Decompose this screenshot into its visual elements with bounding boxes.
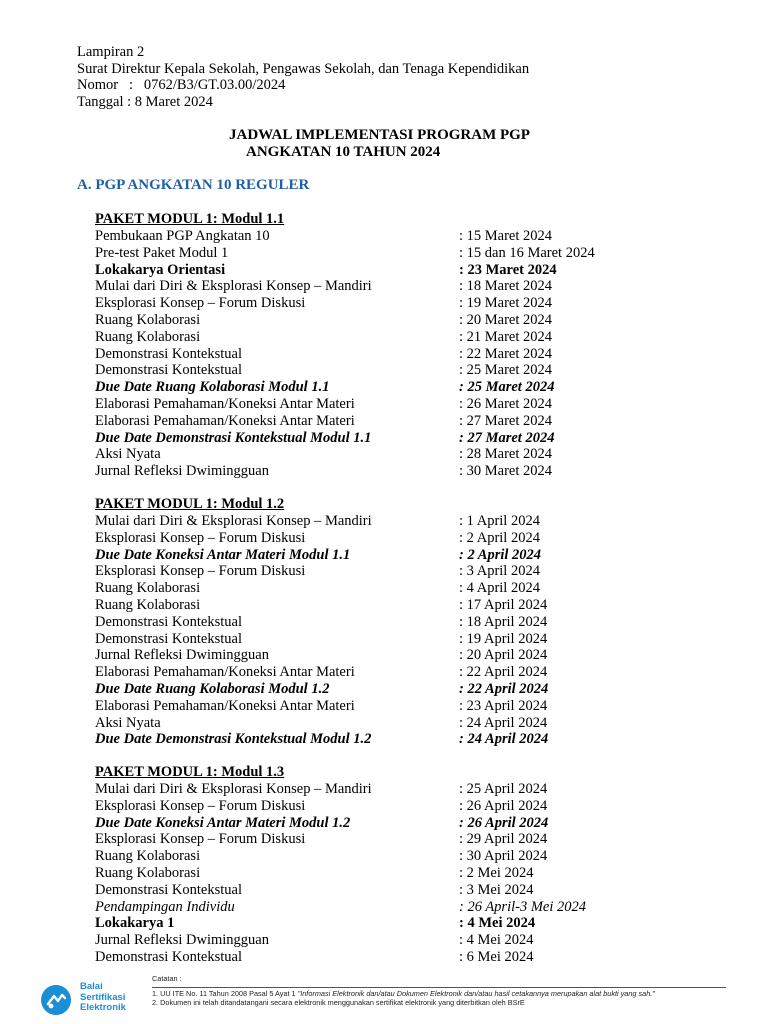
activity-date: : 23 Maret 2024 bbox=[459, 261, 557, 278]
schedule-row bbox=[95, 563, 715, 580]
logo-line-3: Elektronik bbox=[80, 1002, 126, 1013]
activity-date: : 26 Maret 2024 bbox=[459, 395, 553, 412]
schedule-row bbox=[95, 915, 715, 932]
paket-modul-1-2 bbox=[95, 496, 715, 748]
activity-name: Due Date Ruang Kolaborasi Modul 1.2 bbox=[95, 680, 330, 697]
activity-name: Elaborasi Pemahaman/Koneksi Antar Materi bbox=[95, 412, 355, 429]
catatan-label: Catatan : bbox=[152, 974, 182, 983]
schedule-rows bbox=[95, 228, 715, 480]
schedule-row bbox=[95, 597, 715, 614]
activity-date: : 3 Mei 2024 bbox=[459, 881, 534, 898]
activity-name: Aksi Nyata bbox=[95, 446, 161, 463]
activity-name: Pendampingan Individu bbox=[95, 898, 235, 915]
activity-name: Ruang Kolaborasi bbox=[95, 328, 201, 345]
activity-date: : 2 Mei 2024 bbox=[459, 864, 534, 881]
activity-name: Demonstrasi Kontekstual bbox=[95, 630, 242, 647]
schedule-row bbox=[95, 278, 715, 295]
activity-date: : 4 April 2024 bbox=[459, 580, 540, 597]
note-2: 2. Dokumen ini telah ditandatangani secara elektronik menggunakan sertifikat elektronik yang diterbitkan oleh BSrE bbox=[152, 998, 525, 1007]
schedule-row bbox=[95, 396, 715, 413]
activity-date: : 24 April 2024 bbox=[459, 714, 548, 731]
schedule-row bbox=[95, 295, 715, 312]
activity-name: Ruang Kolaborasi bbox=[95, 864, 201, 881]
activity-date: : 22 April 2024 bbox=[459, 680, 549, 697]
activity-name: Eksplorasi Konsep – Forum Diskusi bbox=[95, 295, 306, 312]
header-surat: Surat Direktur Kepala Sekolah, Pengawas Sekolah, dan Tenaga Kependidikan bbox=[77, 60, 530, 77]
footer-notes bbox=[152, 974, 655, 1007]
activity-date: : 30 Maret 2024 bbox=[459, 463, 553, 480]
activity-date: : 25 Maret 2024 bbox=[459, 379, 555, 396]
schedule-row bbox=[95, 698, 715, 715]
paket-title: PAKET MODUL 1: Modul 1.2 bbox=[95, 496, 285, 512]
schedule-row bbox=[95, 899, 715, 916]
activity-date: : 15 Maret 2024 bbox=[459, 228, 553, 244]
activity-date: : 25 April 2024 bbox=[459, 781, 548, 797]
schedule-row bbox=[95, 932, 715, 949]
header-nomor: Nomor : 0762/B3/GT.03.00/2024 bbox=[77, 77, 286, 93]
schedule-row bbox=[95, 228, 715, 245]
activity-date: : 4 Mei 2024 bbox=[459, 932, 534, 949]
activity-date: : 26 April 2024 bbox=[459, 797, 548, 814]
schedule-row bbox=[95, 681, 715, 698]
schedule-row bbox=[95, 530, 715, 547]
activity-date: : 25 Maret 2024 bbox=[459, 362, 553, 379]
activity-name: Due Date Ruang Kolaborasi Modul 1.1 bbox=[95, 379, 330, 396]
schedule-row bbox=[95, 715, 715, 732]
schedule-row bbox=[95, 647, 715, 664]
paket-modul-1-3 bbox=[95, 764, 715, 966]
activity-name: Eksplorasi Konsep – Forum Diskusi bbox=[95, 563, 306, 580]
activity-date: : 1 April 2024 bbox=[459, 513, 540, 529]
activity-date: : 29 April 2024 bbox=[459, 831, 548, 848]
title-line-1: JADWAL IMPLEMENTASI PROGRAM PGP bbox=[229, 127, 530, 143]
activity-date: : 22 April 2024 bbox=[459, 664, 548, 681]
schedule-row bbox=[95, 513, 715, 530]
activity-name: Ruang Kolaborasi bbox=[95, 596, 201, 613]
activity-name: Ruang Kolaborasi bbox=[95, 311, 201, 328]
activity-name: Lokakarya Orientasi bbox=[95, 261, 226, 278]
schedule-row bbox=[95, 463, 715, 480]
schedule-row bbox=[95, 614, 715, 631]
schedule-row bbox=[95, 362, 715, 379]
schedule-row bbox=[95, 262, 715, 279]
activity-date: : 15 dan 16 Maret 2024 bbox=[459, 244, 595, 261]
activity-name: Due Date Demonstrasi Kontekstual Modul 1.1 bbox=[95, 429, 372, 446]
activity-name: Demonstrasi Kontekstual bbox=[95, 881, 242, 898]
activity-date: : 18 April 2024 bbox=[459, 613, 548, 630]
activity-date: : 2 April 2024 bbox=[459, 529, 540, 546]
activity-name: Mulai dari Diri & Eksplorasi Konsep – Mandiri bbox=[95, 513, 372, 529]
activity-date: : 6 Mei 2024 bbox=[459, 948, 534, 965]
activity-date: : 20 April 2024 bbox=[459, 647, 548, 664]
bsre-logo bbox=[40, 980, 150, 1016]
activity-date: : 26 April 2024 bbox=[459, 814, 549, 831]
activity-date: : 19 Maret 2024 bbox=[459, 295, 553, 312]
schedule-row bbox=[95, 346, 715, 363]
activity-date: : 17 April 2024 bbox=[459, 596, 548, 613]
activity-date: : 3 April 2024 bbox=[459, 563, 540, 580]
schedule-row bbox=[95, 580, 715, 597]
schedule-row bbox=[95, 413, 715, 430]
activity-name: Demonstrasi Kontekstual bbox=[95, 613, 242, 630]
note-1-prefix: 1. UU ITE No. 11 Tahun 2008 Pasal 5 Ayat 1 bbox=[152, 989, 298, 998]
activity-date: : 23 April 2024 bbox=[459, 697, 548, 714]
paket-title: PAKET MODUL 1: Modul 1.3 bbox=[95, 764, 285, 780]
note-1-quote: "Informasi Elektronik dan/atau Dokumen Elektronik dan/atau hasil cetakannya merupakan alat bukti yang sah." bbox=[297, 989, 655, 998]
activity-name: Mulai dari Diri & Eksplorasi Konsep – Mandiri bbox=[95, 781, 372, 797]
activity-name: Pembukaan PGP Angkatan 10 bbox=[95, 228, 270, 244]
header-lampiran: Lampiran 2 bbox=[77, 44, 145, 60]
schedule-row bbox=[95, 848, 715, 865]
activity-date: : 27 Maret 2024 bbox=[459, 429, 555, 446]
activity-name: Ruang Kolaborasi bbox=[95, 848, 201, 865]
activity-date: : 28 Maret 2024 bbox=[459, 446, 553, 463]
activity-name: Aksi Nyata bbox=[95, 714, 161, 731]
bsre-logo-text bbox=[80, 982, 126, 1014]
title-line-2: ANGKATAN 10 TAHUN 2024 bbox=[246, 144, 441, 160]
schedule-row bbox=[95, 446, 715, 463]
schedule-row bbox=[95, 949, 715, 966]
schedule-rows bbox=[95, 781, 715, 966]
activity-date: : 18 Maret 2024 bbox=[459, 278, 553, 295]
schedule-row bbox=[95, 882, 715, 899]
activity-name: Eksplorasi Konsep – Forum Diskusi bbox=[95, 831, 306, 848]
activity-name: Mulai dari Diri & Eksplorasi Konsep – Mandiri bbox=[95, 278, 372, 295]
activity-date: : 22 Maret 2024 bbox=[459, 345, 553, 362]
activity-name: Due Date Koneksi Antar Materi Modul 1.2 bbox=[95, 814, 351, 831]
footer bbox=[0, 970, 768, 1024]
paket-title: PAKET MODUL 1: Modul 1.1 bbox=[95, 211, 285, 227]
schedule-row bbox=[95, 664, 715, 681]
activity-name: Lokakarya 1 bbox=[95, 915, 175, 932]
header-tanggal: Tanggal : 8 Maret 2024 bbox=[77, 93, 213, 110]
activity-date: : 2 April 2024 bbox=[459, 546, 542, 563]
activity-name: Due Date Demonstrasi Kontekstual Modul 1.2 bbox=[95, 731, 372, 748]
schedule-row bbox=[95, 547, 715, 564]
activity-name: Jurnal Refleksi Dwimingguan bbox=[95, 932, 269, 949]
bsre-logo-icon bbox=[40, 984, 72, 1016]
schedule-row bbox=[95, 865, 715, 882]
activity-name: Eksplorasi Konsep – Forum Diskusi bbox=[95, 797, 306, 814]
footer-divider bbox=[152, 987, 726, 988]
schedule-row bbox=[95, 245, 715, 262]
activity-date: : 19 April 2024 bbox=[459, 630, 548, 647]
schedule-row bbox=[95, 379, 715, 396]
activity-date: : 24 April 2024 bbox=[459, 731, 549, 748]
activity-name: Ruang Kolaborasi bbox=[95, 580, 201, 597]
activity-name: Elaborasi Pemahaman/Koneksi Antar Materi bbox=[95, 697, 355, 714]
schedule-row bbox=[95, 781, 715, 798]
activity-date: : 21 Maret 2024 bbox=[459, 328, 553, 345]
logo-line-1: Balai bbox=[80, 981, 103, 992]
activity-name: Elaborasi Pemahaman/Koneksi Antar Materi bbox=[95, 395, 355, 412]
logo-line-2: Sertifikasi bbox=[80, 991, 126, 1003]
activity-name: Eksplorasi Konsep – Forum Diskusi bbox=[95, 529, 306, 546]
activity-date: : 26 April-3 Mei 2024 bbox=[459, 898, 586, 915]
schedule-row bbox=[95, 831, 715, 848]
activity-name: Demonstrasi Kontekstual bbox=[95, 948, 242, 965]
activity-date: : 27 Maret 2024 bbox=[459, 412, 553, 429]
schedule-row bbox=[95, 430, 715, 447]
activity-name: Demonstrasi Kontekstual bbox=[95, 345, 242, 362]
schedule-rows bbox=[95, 513, 715, 748]
schedule-row bbox=[95, 731, 715, 748]
note-1 bbox=[152, 989, 655, 998]
schedule-row bbox=[95, 312, 715, 329]
activity-name: Jurnal Refleksi Dwimingguan bbox=[95, 647, 269, 664]
activity-date: : 20 Maret 2024 bbox=[459, 311, 553, 328]
activity-date: : 30 April 2024 bbox=[459, 848, 548, 865]
schedule-row bbox=[95, 815, 715, 832]
activity-date: : 4 Mei 2024 bbox=[459, 915, 536, 932]
activity-name: Pre-test Paket Modul 1 bbox=[95, 244, 229, 261]
activity-name: Demonstrasi Kontekstual bbox=[95, 362, 242, 379]
section-heading-a: A. PGP ANGKATAN 10 REGULER bbox=[77, 177, 310, 193]
letter-header bbox=[77, 44, 529, 110]
schedule-row bbox=[95, 329, 715, 346]
schedule-row bbox=[95, 631, 715, 648]
paket-modul-1-1 bbox=[95, 211, 715, 480]
activity-name: Due Date Koneksi Antar Materi Modul 1.1 bbox=[95, 546, 351, 563]
activity-name: Elaborasi Pemahaman/Koneksi Antar Materi bbox=[95, 664, 355, 681]
activity-name: Jurnal Refleksi Dwimingguan bbox=[95, 463, 269, 480]
schedule-row bbox=[95, 798, 715, 815]
